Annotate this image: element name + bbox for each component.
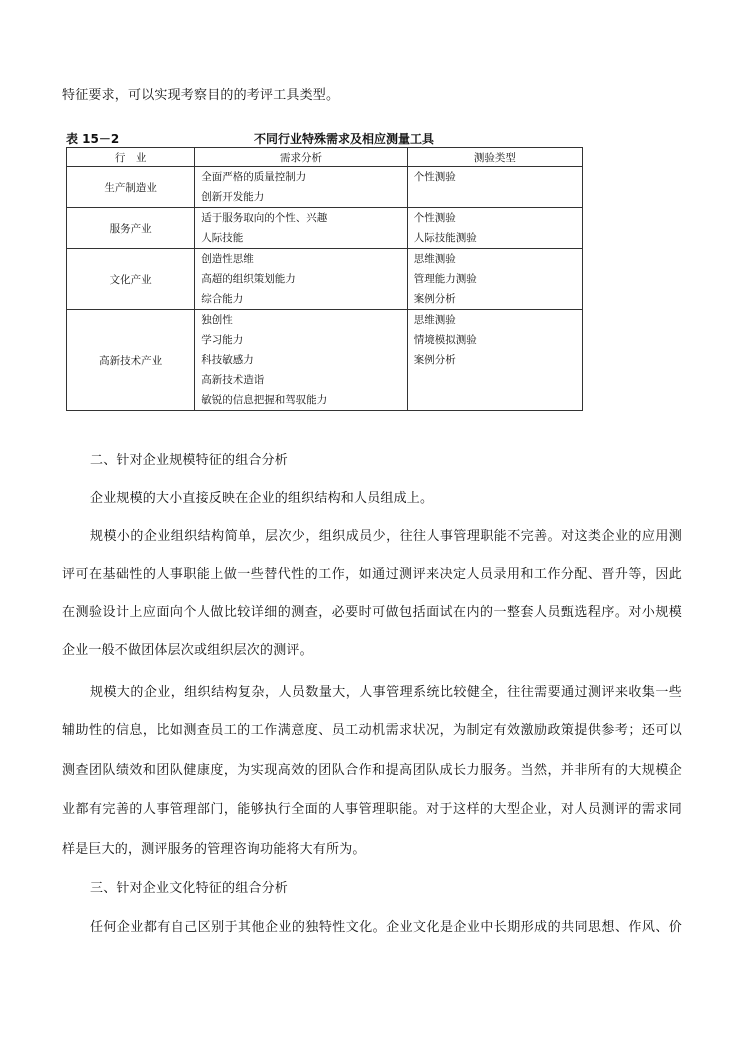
paragraph-3-line: 样是巨大的，测评服务的管理咨询功能将大有所为。 <box>62 842 366 857</box>
test-item: 思维测验 <box>413 314 456 326</box>
need-item: 创新开发能力 <box>201 191 265 203</box>
test-item: 思维测验 <box>413 253 456 265</box>
need-item: 高新技术造诣 <box>201 374 265 386</box>
table-header-row <box>67 148 583 167</box>
need-item: 学习能力 <box>201 334 244 346</box>
tests-cell <box>407 208 582 249</box>
needs-cell <box>195 208 407 249</box>
paragraph-3-line: 规模大的企业，组织结构复杂，人员数量大，人事管理系统比较健全，往往需要通过测评来收集一些 <box>90 685 682 700</box>
paragraph-2-line: 在测验设计上应面向个人做比较详细的测查，必要时可做包括面试在内的一整套人员甄选程序。对小规模 <box>62 605 682 620</box>
test-item: 案例分析 <box>413 293 456 305</box>
needs-cell <box>195 310 407 411</box>
table-row <box>67 310 583 411</box>
need-item: 敏锐的信息把握和驾驭能力 <box>201 394 328 406</box>
header-industry: 行 业 <box>67 148 195 167</box>
test-item: 人际技能测验 <box>413 232 477 244</box>
industry-cell: 服务产业 <box>67 208 195 249</box>
test-item: 案例分析 <box>413 354 456 366</box>
paragraph-4-line: 任何企业都有自己区别于其他企业的独特性文化。企业文化是企业中长期形成的共同思想、作风、价 <box>90 920 682 935</box>
tests-cell <box>407 249 582 310</box>
paragraph-2-line: 企业一般不做团体层次或组织层次的测评。 <box>62 643 313 658</box>
need-item: 适于服务取向的个性、兴趣 <box>201 212 328 224</box>
paragraph-3-line: 测查团队绩效和团队健康度，为实现高效的团队合作和提高团队成长力服务。当然，并非所有的大规模企 <box>62 763 682 778</box>
industry-cell: 高新技术产业 <box>67 310 195 411</box>
section-3-heading: 三、针对企业文化特征的组合分析 <box>90 881 289 896</box>
paragraph-1: 企业规模的大小直接反映在企业的组织结构和人员组成上。 <box>90 491 434 506</box>
table-title: 不同行业特殊需求及相应测量工具 <box>254 132 435 146</box>
table-label: 表 15－2 <box>66 132 120 146</box>
test-item: 情境模拟测验 <box>413 334 477 346</box>
tests-cell <box>407 310 582 411</box>
table-row <box>67 249 583 310</box>
need-item: 科技敏感力 <box>201 354 254 366</box>
header-tests: 测验类型 <box>407 148 582 167</box>
section-2-heading: 二、针对企业规模特征的组合分析 <box>90 453 289 468</box>
paragraph-3-line: 业都有完善的人事管理部门，能够执行全面的人事管理职能。对于这样的大型企业，对人员测评的需求同 <box>62 802 682 817</box>
need-item: 全面严格的质量控制力 <box>201 171 307 183</box>
need-item: 独创性 <box>201 314 233 326</box>
needs-cell <box>195 249 407 310</box>
paragraph-2-line: 规模小的企业组织结构简单，层次少，组织成员少，往往人事管理职能不完善。对这类企业的应用测 <box>90 529 682 544</box>
table-row <box>67 167 583 208</box>
paragraph-3-line: 辅助性的信息，比如测查员工的工作满意度、员工动机需求状况，为制定有效激励政策提供参考；还可以 <box>62 723 682 738</box>
tests-cell <box>407 167 582 208</box>
need-item: 综合能力 <box>201 293 244 305</box>
test-item: 个性测验 <box>413 171 456 183</box>
industry-cell: 生产制造业 <box>67 167 195 208</box>
table-row <box>67 208 583 249</box>
need-item: 人际技能 <box>201 232 244 244</box>
header-needs: 需求分析 <box>195 148 407 167</box>
test-item: 管理能力测验 <box>413 273 477 285</box>
test-item: 个性测验 <box>413 212 456 224</box>
industry-needs-table <box>66 147 583 411</box>
industry-cell: 文化产业 <box>67 249 195 310</box>
need-item: 创造性思维 <box>201 253 254 265</box>
paragraph-2-line: 评可在基础性的人事职能上做一些替代性的工作，如通过测评来决定人员录用和工作分配、晋升等，因此 <box>62 567 682 582</box>
intro-line: 特征要求，可以实现考察目的的考评工具类型。 <box>62 88 340 103</box>
need-item: 高超的组织策划能力 <box>201 273 296 285</box>
needs-cell <box>195 167 407 208</box>
